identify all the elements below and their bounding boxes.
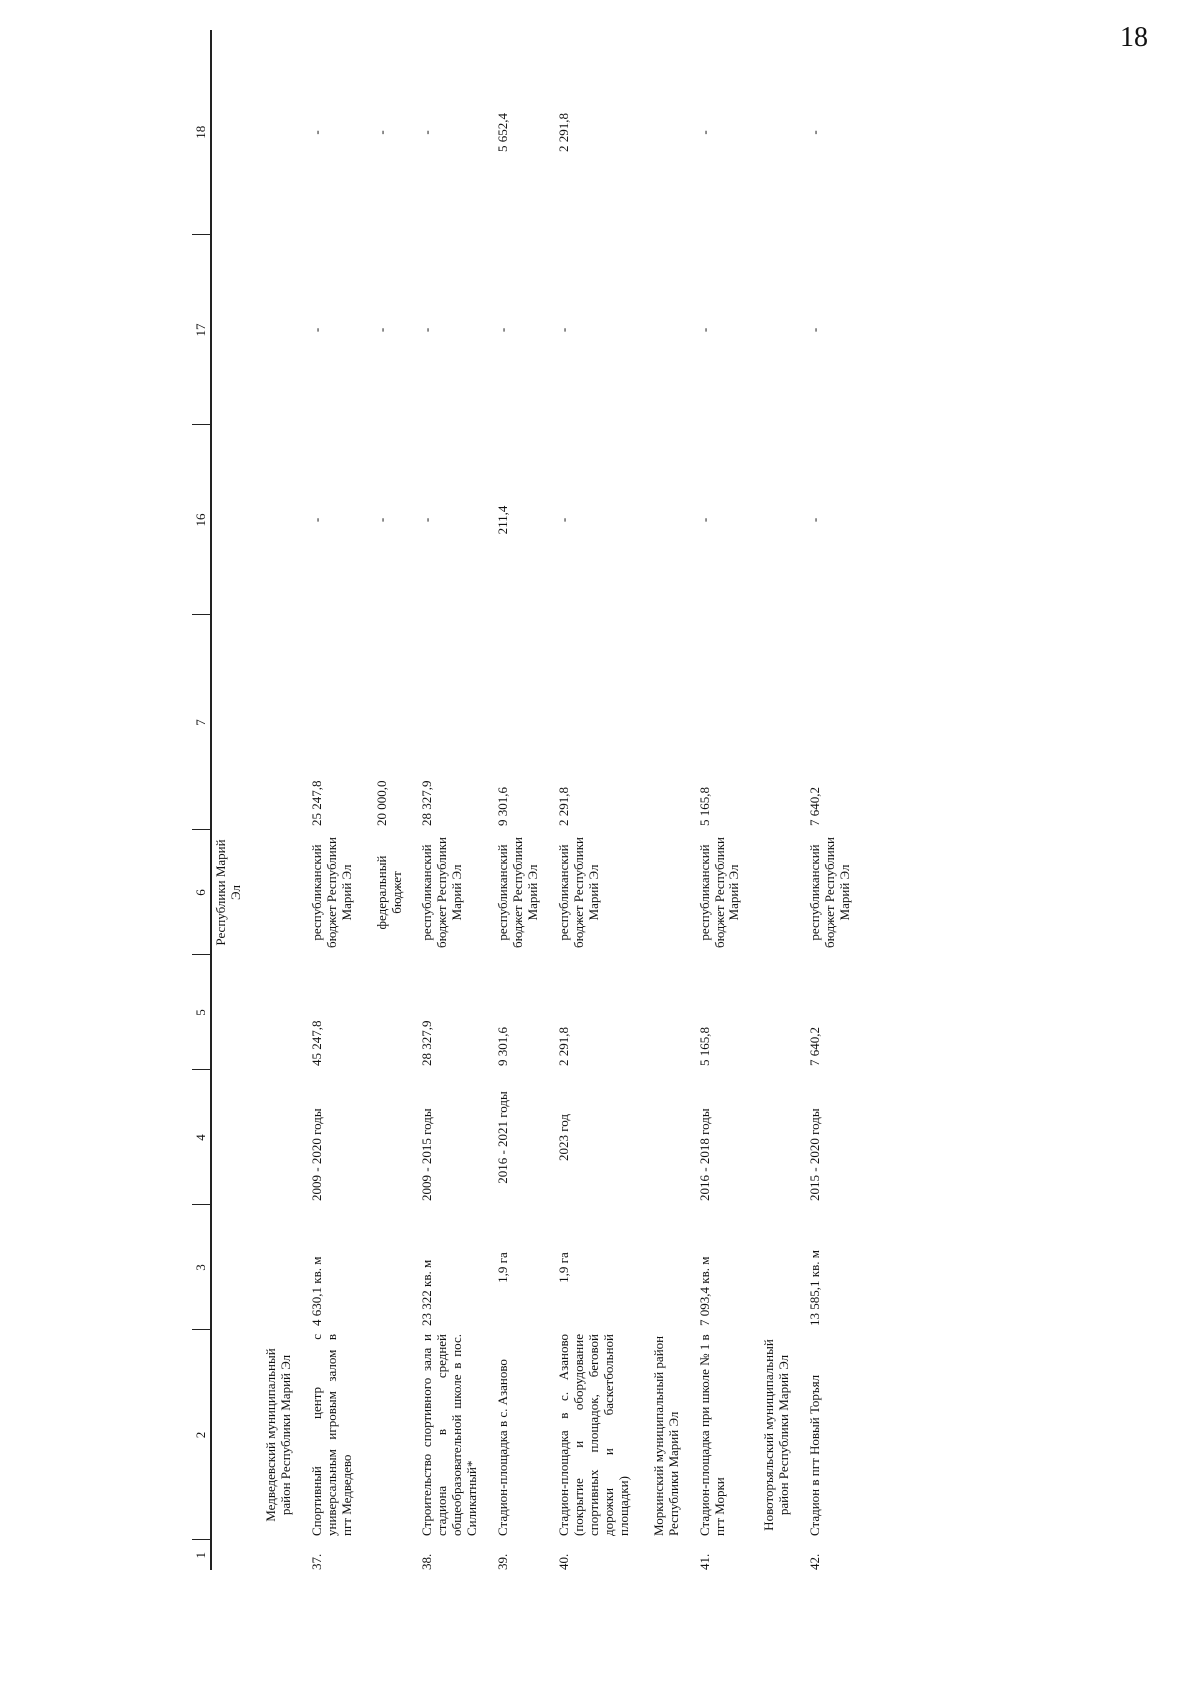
value-col17: -	[807, 327, 823, 333]
objects-table	[192, 30, 855, 1570]
table-row	[543, 30, 634, 1570]
row-number: 40.	[556, 1553, 571, 1570]
capacity: 7 093,4 кв. м	[696, 1256, 712, 1326]
value-col7: 28 327,9	[419, 780, 435, 826]
capacity: 23 322 кв. м	[419, 1259, 435, 1326]
col-header: 3	[192, 1205, 211, 1330]
district-row	[634, 30, 684, 1570]
funding-source: федеральный бюджет	[373, 855, 404, 930]
district-name: Медведевский муниципальный район Республики Марий Эл	[262, 1348, 293, 1522]
value-col17: -	[308, 327, 324, 333]
value-col16: -	[807, 517, 823, 523]
col-header: 7	[192, 615, 211, 830]
district-row	[744, 30, 794, 1570]
object-name: Стадион-площадка в с. Азаново	[495, 1359, 511, 1536]
value-col18: -	[696, 130, 712, 135]
col-header: 1	[192, 1540, 211, 1570]
funding-source: республиканский бюджет Республики Марий Эл	[556, 837, 601, 949]
row-number: 38.	[419, 1553, 435, 1570]
col-header: 17	[192, 235, 211, 425]
funding-source: республиканский бюджет Республики Марий Эл	[696, 837, 742, 949]
period: 2016 - 2018 годы	[696, 1108, 712, 1201]
object-name: Стадион-площадка при школе № 1 в пгт Морки	[696, 1334, 727, 1536]
capacity: 4 630,1 кв. м	[308, 1256, 324, 1326]
total: 45 247,8	[308, 1020, 324, 1066]
funding-source: республиканский бюджет Республики Марий Эл	[807, 837, 853, 949]
total: 9 301,6	[495, 1027, 511, 1066]
value-col7: 7 640,2	[807, 787, 823, 826]
district-name: Новоторъяльский муниципальный район Республики Марий Эл	[761, 1339, 792, 1531]
value-col18: 2 291,8	[556, 113, 571, 152]
header-row	[192, 30, 211, 1570]
value-col16: -	[308, 517, 324, 523]
total: 2 291,8	[556, 1027, 571, 1066]
capacity: 1,9 га	[556, 1252, 571, 1283]
table-row	[296, 30, 357, 1570]
value-col17: -	[495, 327, 511, 333]
col-header: 4	[192, 1070, 211, 1205]
table-row	[482, 30, 543, 1570]
period: 2015 - 2020 годы	[807, 1108, 823, 1201]
capacity: 13 585,1 кв. м	[807, 1250, 823, 1326]
value-col18: -	[308, 130, 324, 135]
funding-source: республиканский бюджет Республики Марий Эл	[495, 837, 541, 949]
object-name: Стадион-площадка в с. Азаново (покрытие и оборудование спортивных площадок, беговой дорожки и баскетбольной площадки)	[556, 1334, 631, 1536]
value-col7: 2 291,8	[556, 787, 571, 826]
value-col7: 9 301,6	[495, 787, 511, 826]
continuation-row	[211, 30, 246, 1570]
total: 7 640,2	[807, 1027, 823, 1066]
period: 2016 - 2021 годы	[495, 1091, 511, 1184]
value-col7: 25 247,8	[308, 780, 324, 826]
value-col18: -	[419, 130, 435, 135]
table-row	[684, 30, 745, 1570]
value-col18: -	[807, 130, 823, 135]
value-col16: 211,4	[495, 505, 511, 535]
table-row	[406, 30, 482, 1570]
period: 2009 - 2015 годы	[419, 1108, 435, 1201]
value-col16: -	[373, 517, 389, 523]
value-col16: -	[696, 517, 712, 523]
funding-source: республиканский бюджет Республики Марий Эл	[308, 837, 354, 949]
col-header: 16	[192, 425, 211, 615]
row-number: 37.	[308, 1553, 324, 1570]
total: 5 165,8	[696, 1027, 712, 1066]
value-col17: -	[373, 327, 389, 333]
value-col16: -	[419, 517, 435, 523]
district-row	[246, 30, 296, 1570]
table-row	[357, 30, 407, 1570]
period: 2023 год	[556, 1114, 571, 1161]
object-name: Строительство спортивного зала и стадиона в средней общеобразовательной школе в пос. Силикатный*	[419, 1334, 480, 1536]
object-name: Спортивный центр с универсальным игровым залом в пгт Медведево	[308, 1334, 354, 1536]
rotated-page	[192, 30, 1052, 1570]
district-name: Моркинский муниципальный район Республики Марий Эл	[650, 1335, 681, 1536]
value-col18: 5 652,4	[495, 113, 511, 152]
value-col7: 5 165,8	[696, 787, 712, 826]
continuation-source: Республики Марий Эл	[213, 839, 243, 946]
row-number: 39.	[495, 1553, 511, 1570]
value-col17: -	[696, 327, 712, 333]
value-col16: -	[556, 517, 571, 523]
object-name: Стадион в пгт Новый Торъял	[807, 1374, 823, 1536]
col-header: 18	[192, 30, 211, 235]
value-col7: 20 000,0	[373, 780, 389, 826]
page-number: 18	[1120, 22, 1148, 53]
total: 28 327,9	[419, 1020, 435, 1066]
value-col17: -	[419, 327, 435, 333]
table-row	[794, 30, 855, 1570]
value-col17: -	[556, 327, 571, 333]
col-header: 5	[192, 955, 211, 1070]
col-header: 2	[192, 1330, 211, 1540]
row-number: 42.	[807, 1553, 823, 1570]
funding-source: республиканский бюджет Республики Марий Эл	[419, 837, 465, 949]
row-number: 41.	[696, 1553, 712, 1570]
capacity: 1,9 га	[495, 1252, 511, 1283]
value-col18: -	[373, 130, 389, 135]
period: 2009 - 2020 годы	[308, 1108, 324, 1201]
col-header: 6	[192, 830, 211, 955]
